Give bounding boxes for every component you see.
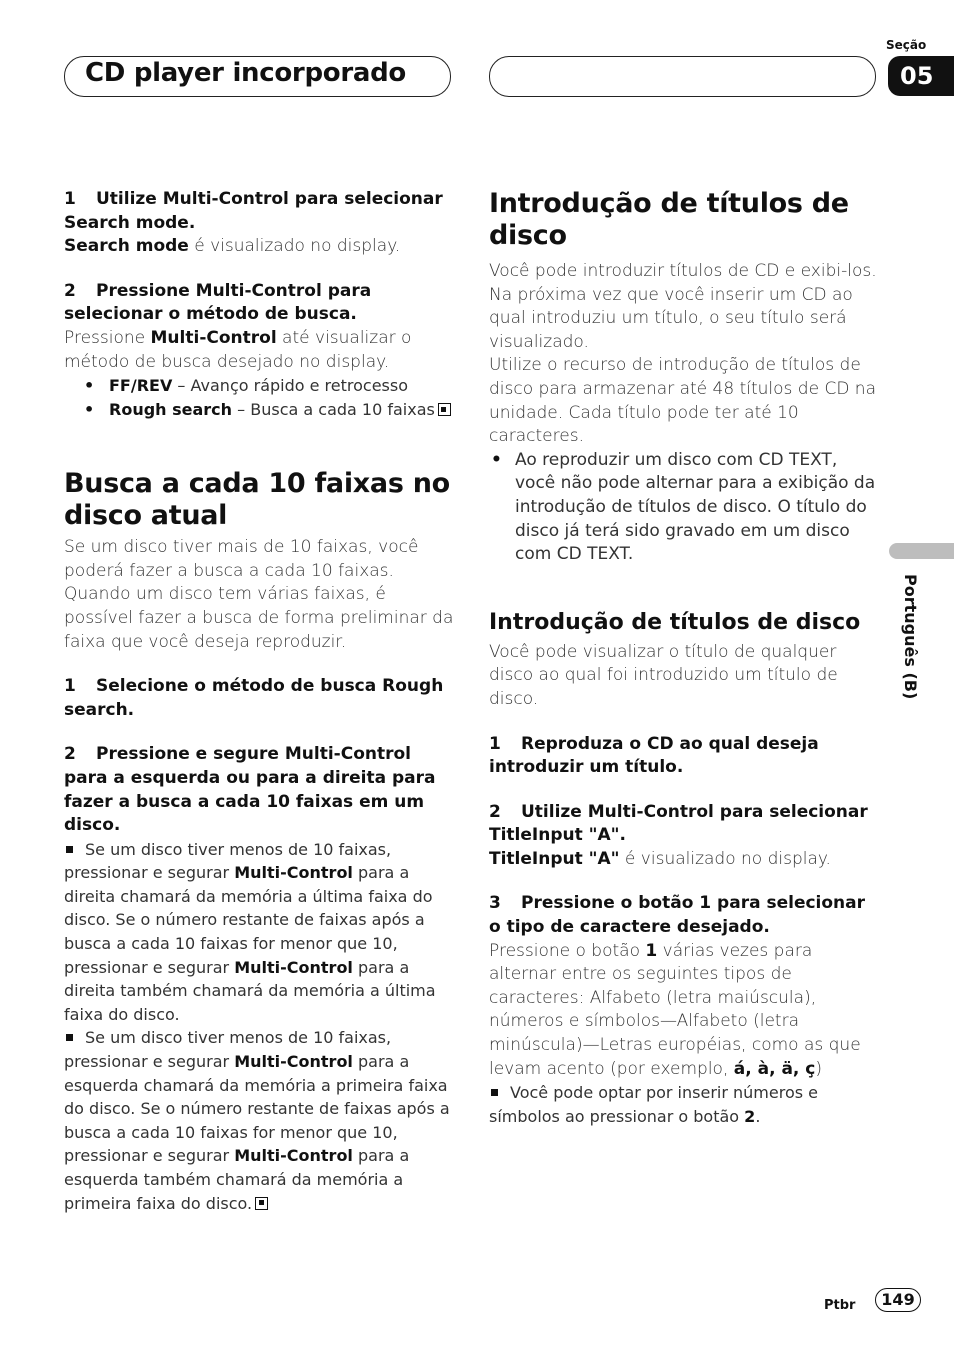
intro-paragraph-1: Você pode introduzir títulos de CD e exibi-los. Na próxima vez que você inserir um CD ao qual introduziu um título, o seu título será visualizado. bbox=[489, 261, 877, 352]
step-2-desc: Pressione Multi-Control até visualizar o método de busca desejado no display. bbox=[64, 327, 412, 372]
list-item: • Ao reproduzir um disco com CD TEXT, você não pode alternar para a exibição da introdução de títulos de disco. O título do disco já terá sido gravado em um disco com CD TEXT. bbox=[489, 449, 881, 567]
list-item: • Rough search – Busca a cada 10 faixas bbox=[64, 398, 456, 422]
rough-step-1-heading: 1 Selecione o método de busca Rough search. bbox=[64, 676, 444, 720]
intro-paragraph-3: Você pode visualizar o título de qualquer disco ao qual foi introduzido um título de disco. bbox=[489, 641, 838, 709]
title-note: Você pode optar por inserir números e símbolos ao pressionar o botão 2. bbox=[489, 1083, 818, 1126]
cd-text-list bbox=[489, 449, 881, 567]
intro-subheading: Introdução de títulos de disco bbox=[489, 609, 861, 635]
note-square-icon bbox=[66, 846, 73, 853]
note-right: Se um disco tiver menos de 10 faixas, pressionar e segurar Multi-Control para a direita chamará da memória a última faixa do disco. Se o número restante de faixas após a busca a cada 10 faixas for menor que 10, pressionar e segurar Multi-Control para a direita também chamará da memória a última faixa do disco. bbox=[64, 839, 436, 1024]
section-label: Seção bbox=[886, 38, 927, 52]
end-mark-icon bbox=[438, 403, 451, 416]
title-step-2-heading: 2 Utilize Multi-Control para selecionar TitleInput "A". bbox=[489, 801, 868, 846]
page-number: 149 bbox=[875, 1288, 921, 1312]
step-1-heading: 1 Utilize Multi-Control para selecionar Search mode. bbox=[64, 189, 443, 233]
title-step-2-desc: TitleInput "A" é visualizado no display. bbox=[489, 848, 831, 869]
side-language-text: Português (B) bbox=[901, 574, 920, 700]
intro-paragraph-2: Utilize o recurso de introdução de títulos de disco para armazenar até 48 títulos de CD na unidade. Cada título pode ter até 10 caracteres. bbox=[489, 355, 876, 447]
busca-paragraph: Se um disco tiver mais de 10 faixas, você poderá fazer a busca a cada 10 faixas. Quando um disco tem várias faixas, é possível fazer a busca de forma preliminar da faixa que você deseja reproduzir. bbox=[64, 537, 454, 652]
title-step-3-heading: 3 Pressione o botão 1 para selecionar o tipo de caractere desejado. bbox=[489, 893, 866, 938]
right-column bbox=[489, 188, 881, 1128]
footer-language-code: Ptbr bbox=[824, 1298, 856, 1313]
header-blank-frame bbox=[489, 56, 876, 97]
list-item: • FF/REV – Avanço rápido e retrocesso bbox=[64, 374, 456, 398]
rough-step-2-heading: 2 Pressione e segure Multi-Control para a esquerda ou para a direita para fazer a busca a cada 10 faixas em um disco. bbox=[64, 744, 436, 836]
busca-heading: Busca a cada 10 faixas no disco atual bbox=[64, 468, 450, 532]
side-tab-marker bbox=[889, 543, 954, 559]
section-title: CD player incorporado bbox=[85, 58, 406, 88]
end-mark-icon bbox=[255, 1197, 268, 1210]
section-number-badge: 05 bbox=[888, 56, 954, 96]
step-2-heading: 2 Pressione Multi-Control para selecionar o método de busca. bbox=[64, 280, 372, 325]
note-square-icon bbox=[66, 1034, 73, 1041]
side-language-label bbox=[894, 574, 924, 714]
left-column bbox=[64, 188, 456, 1215]
title-step-3-desc: Pressione o botão 1 várias vezes para alternar entre os seguintes tipos de caracteres: Alfabeto (letra maiúscula), números e símbolos—Alfabeto (letra minúscula)—Letras européias, como as que levam acento (por exemplo, á, à, ä, ç) bbox=[489, 940, 861, 1079]
note-left: Se um disco tiver menos de 10 faixas, pressionar e segurar Multi-Control para a esquerda chamará da memória a primeira faixa do disco. Se o número restante de faixas após a busca a cada 10 faixas for menor que 10, pressionar e segurar Multi-Control para a esquerda também chamará da memória a primeira faixa do disco. bbox=[64, 1028, 450, 1213]
search-mode-list bbox=[64, 374, 456, 422]
title-step-1-heading: 1 Reproduza o CD ao qual deseja introduzir um título. bbox=[489, 733, 819, 778]
note-square-icon bbox=[491, 1089, 498, 1096]
intro-heading: Introdução de títulos de disco bbox=[489, 188, 849, 251]
step-1-desc: Search mode é visualizado no display. bbox=[64, 236, 401, 257]
